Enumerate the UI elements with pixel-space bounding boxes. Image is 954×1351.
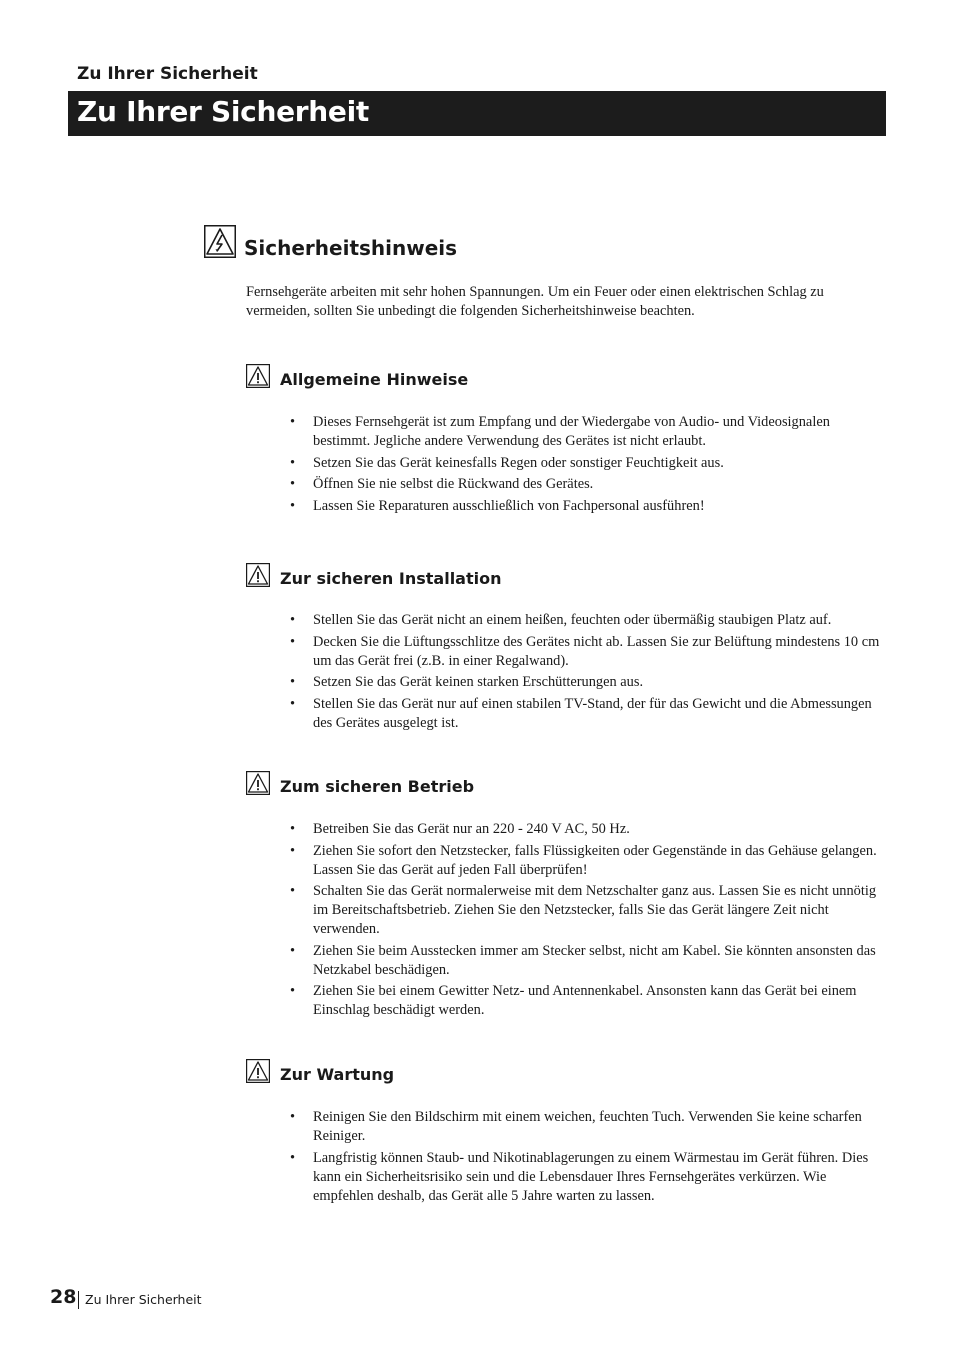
list-item-text: Ziehen Sie bei einem Gewitter Netz- und Antennenkabel. Ansonsten kann das Gerät bei einem Einschlag beschädigt werden. <box>313 983 857 1018</box>
exclamation-warning-icon <box>246 563 270 592</box>
intro-paragraph: Fernsehgeräte arbeiten mit sehr hohen Spannungen. Um ein Feuer oder einen elektrischen Schlag zu vermeiden, sollten Sie unbedingt die folgenden Sicherheitshinweise beachten. <box>246 284 824 319</box>
list-item-text: Schalten Sie das Gerät normalerweise mit dem Netzschalter ganz aus. Lassen Sie es nicht unnötig im Bereitschaftsbetrieb. Ziehen Sie den Netzstecker, falls Sie das Gerät längere Zeit nicht verwenden. <box>313 883 877 937</box>
bullet-list-zur-wartung <box>290 1108 890 1208</box>
list-item-text: Stellen Sie das Gerät nicht an einem heißen, feuchten oder übermäßig staubigen Platz auf. <box>313 612 832 628</box>
list-item: • Ziehen Sie bei einem Gewitter Netz- und Antennenkabel. Ansonsten kann das Gerät bei einem Einschlag beschädigt werden. <box>290 983 857 1018</box>
list-item-text: Langfristig können Staub- und Nikotinablagerungen zu einem Wärmestau im Gerät führen. Dies kann ein Sicherheitsrisiko sein und die Lebensdauer Ihres Fernsehgerätes verkürzen. Wie empfehlen deshalb, das Gerät alle 5 Jahre warten zu lassen. <box>313 1149 869 1204</box>
list-item-text: Setzen Sie das Gerät keinesfalls Regen oder sonstiger Feuchtigkeit aus. <box>313 454 724 471</box>
list-item: • Betreiben Sie das Gerät nur an 220 - 240 V AC, 50 Hz. <box>290 821 630 837</box>
title-bar <box>68 91 886 136</box>
section-heading: Zur sicheren Installation <box>280 569 502 588</box>
page-number: 28 <box>50 1286 77 1308</box>
main-section-heading: Sicherheitshinweis <box>244 236 458 260</box>
lightning-warning-icon <box>204 225 236 263</box>
section-heading: Zum sicheren Betrieb <box>280 777 475 796</box>
page-title: Zu Ihrer Sicherheit <box>77 95 369 128</box>
list-item: • Decken Sie die Lüftungsschlitze des Gerätes nicht ab. Lassen Sie zur Belüftung mindestens 10 cm um das Gerät frei (z.B. in einer Regalwand). <box>290 633 880 669</box>
list-item-text: Ziehen Sie beim Ausstecken immer am Stecker selbst, nicht am Kabel. Sie könnten ansonsten das Netzkabel beschädigen. <box>313 942 876 978</box>
section-heading: Zur Wartung <box>280 1065 395 1084</box>
list-item-text: Ziehen Sie sofort den Netzstecker, falls Flüssigkeiten oder Gegenstände in das Gehäuse gelangen. Lassen Sie das Gerät auf jeden Fall überprüfen! <box>313 842 877 878</box>
exclamation-warning-icon <box>246 364 270 393</box>
bullet-list-zur-sicheren-installation <box>290 611 890 735</box>
list-item-text: Reinigen Sie den Bildschirm mit einem weichen, feuchten Tuch. Verwenden Sie keine scharfen Reiniger. <box>313 1109 862 1144</box>
list-item: • Langfristig können Staub- und Nikotinablagerungen zu einem Wärmestau im Gerät führen. Dies kann ein Sicherheitsrisiko sein und die Lebensdauer Ihres Fernsehgerätes verkürzen. Wie empfehlen deshalb, das Gerät alle 5 Jahre warten zu lassen. <box>290 1149 869 1204</box>
list-item: • Setzen Sie das Gerät keinesfalls Regen oder sonstiger Feuchtigkeit aus. <box>290 454 724 471</box>
list-item: • Stellen Sie das Gerät nicht an einem heißen, feuchten oder übermäßig staubigen Platz auf. <box>290 612 832 628</box>
exclamation-warning-icon <box>246 1059 270 1088</box>
list-item-text: Betreiben Sie das Gerät nur an 220 - 240 V AC, 50 Hz. <box>313 821 630 837</box>
list-item-text: Decken Sie die Lüftungsschlitze des Gerätes nicht ab. Lassen Sie zur Belüftung mindestens 10 cm um das Gerät frei (z.B. in einer Regalwand). <box>313 633 880 669</box>
list-item: • Setzen Sie das Gerät keinen starken Erschütterungen aus. <box>290 674 644 690</box>
list-item: • Stellen Sie das Gerät nur auf einen stabilen TV-Stand, der für das Gewicht und die Abmessungen des Gerätes ausgelegt ist. <box>290 695 872 731</box>
list-item-text: Öffnen Sie nie selbst die Rückwand des Gerätes. <box>313 476 594 492</box>
bullet-list-allgemeine-hinweise <box>290 413 890 518</box>
bullet-list-zum-sicheren-betrieb <box>290 820 890 1023</box>
list-item-text: Lassen Sie Reparaturen ausschließlich von Fachpersonal ausführen! <box>313 497 705 514</box>
list-item-text: Dieses Fernsehgerät ist zum Empfang und der Wiedergabe von Audio- und Videosignalen bestimmt. Jegliche andere Verwendung des Gerätes ist nicht erlaubt. <box>313 414 830 449</box>
running-head: Zu Ihrer Sicherheit <box>77 64 258 84</box>
list-item: • Ziehen Sie sofort den Netzstecker, falls Flüssigkeiten oder Gegenstände in das Gehäuse gelangen. Lassen Sie das Gerät auf jeden Fall überprüfen! <box>290 842 877 878</box>
list-item: • Öffnen Sie nie selbst die Rückwand des Gerätes. <box>290 476 594 492</box>
section-heading: Allgemeine Hinweise <box>280 370 469 389</box>
list-item-text: Stellen Sie das Gerät nur auf einen stabilen TV-Stand, der für das Gewicht und die Abmessungen des Gerätes ausgelegt ist. <box>313 695 872 731</box>
footer-label: Zu Ihrer Sicherheit <box>85 1292 202 1307</box>
exclamation-warning-icon <box>246 771 270 800</box>
list-item: • Dieses Fernsehgerät ist zum Empfang und der Wiedergabe von Audio- und Videosignalen bestimmt. Jegliche andere Verwendung des Gerätes ist nicht erlaubt. <box>290 414 830 449</box>
list-item-text: Setzen Sie das Gerät keinen starken Erschütterungen aus. <box>313 674 644 690</box>
list-item: • Reinigen Sie den Bildschirm mit einem weichen, feuchten Tuch. Verwenden Sie keine scharfen Reiniger. <box>290 1109 862 1144</box>
footer-divider <box>78 1291 79 1309</box>
list-item: • Ziehen Sie beim Ausstecken immer am Stecker selbst, nicht am Kabel. Sie könnten ansonsten das Netzkabel beschädigen. <box>290 942 876 978</box>
list-item: • Lassen Sie Reparaturen ausschließlich von Fachpersonal ausführen! <box>290 497 705 514</box>
list-item: • Schalten Sie das Gerät normalerweise mit dem Netzschalter ganz aus. Lassen Sie es nicht unnötig im Bereitschaftsbetrieb. Ziehen Sie den Netzstecker, falls Sie das Gerät längere Zeit nicht verwenden. <box>290 883 877 937</box>
